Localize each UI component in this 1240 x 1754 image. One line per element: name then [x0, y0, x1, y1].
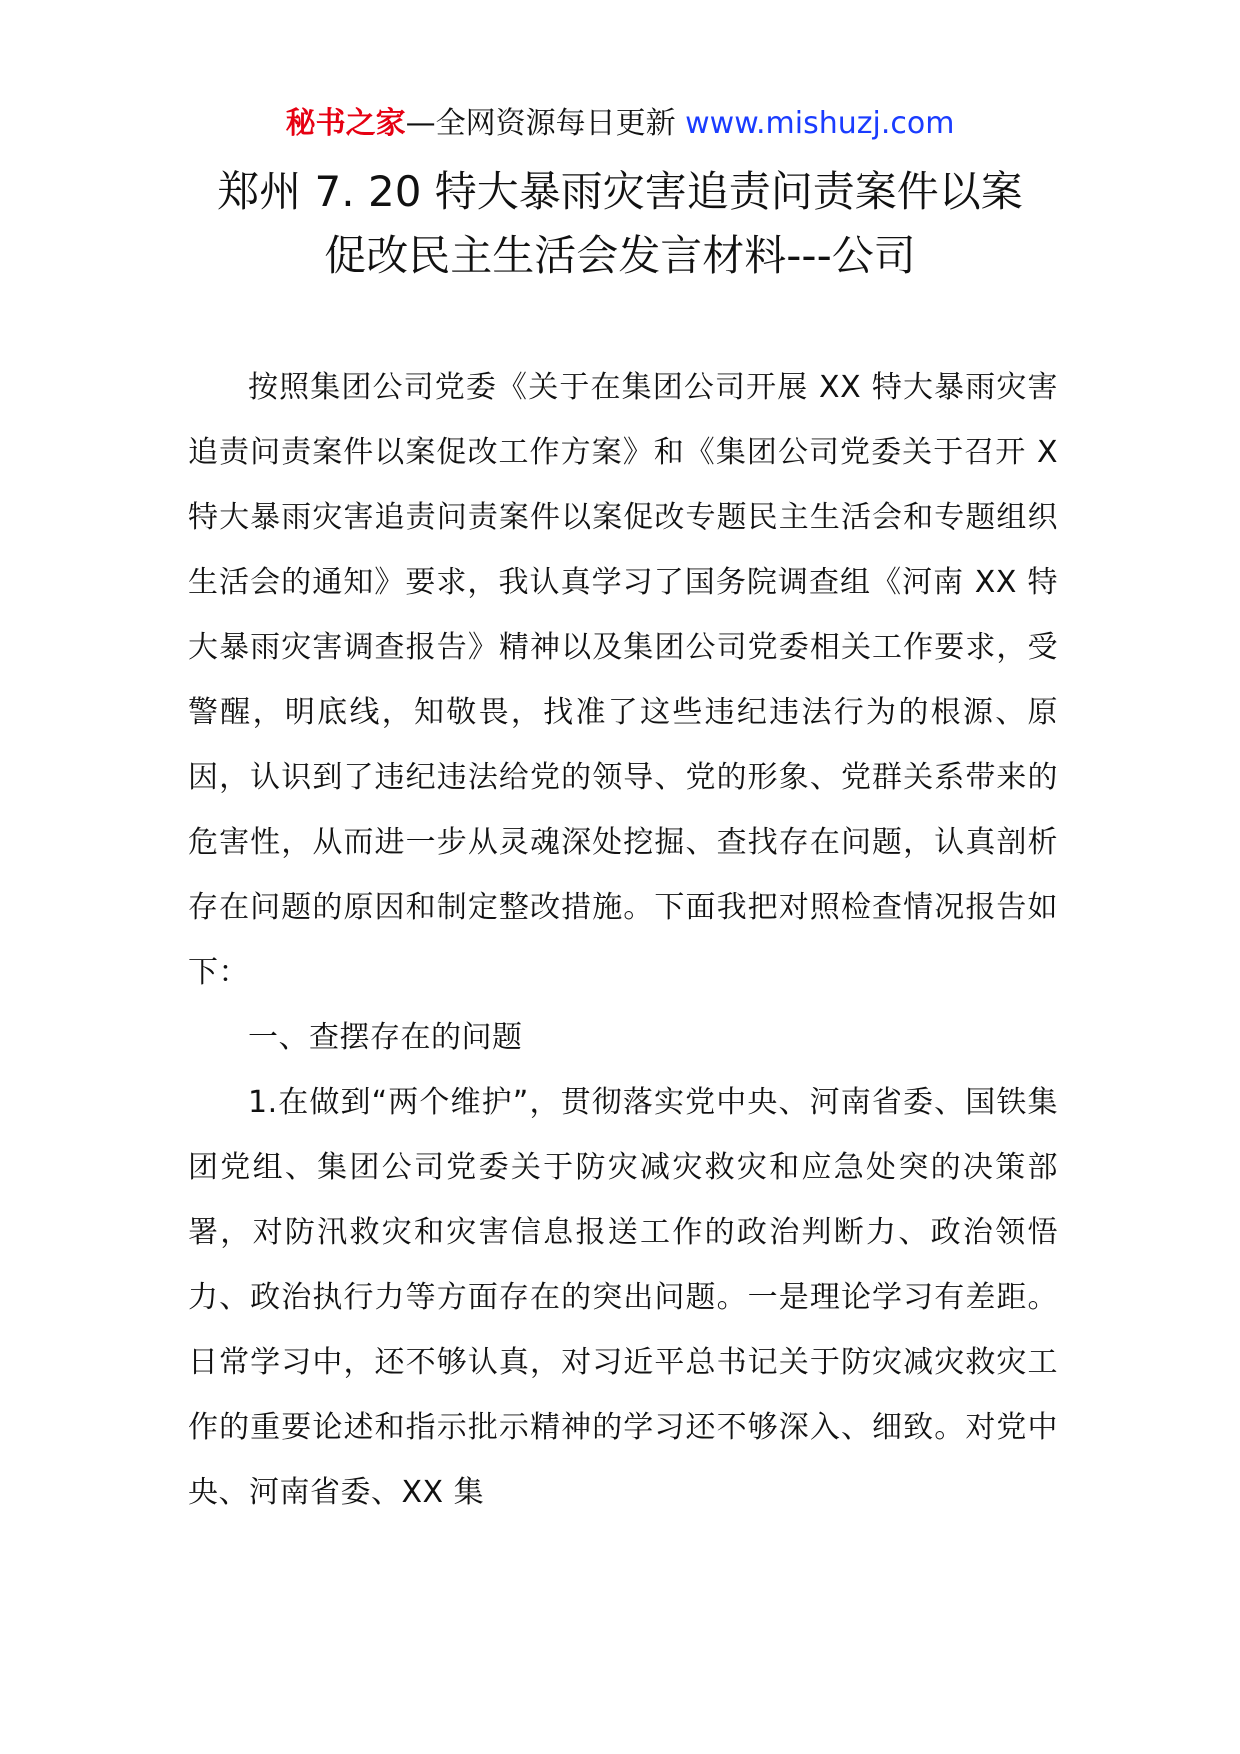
document-body: [188, 355, 1058, 1525]
section-heading: 一、查摆存在的问题: [248, 1020, 523, 1055]
banner-brand: 秘书之家: [285, 106, 406, 141]
document-title-line2: 促改民主生活会发言材料---公司: [324, 231, 916, 280]
paragraph-intro: 按照集团公司党委《关于在集团公司开展 XX 特大暴雨灾害追责问责案件以案促改工作方案》和《集团公司党委关于召开 X 特大暴雨灾害追责问责案件以案促改专题民主生活会和专题组织生活会的通知》要求，我认真学习了国务院调查组《河南 XX 特大暴雨灾害调查报告》精神以及集团公司党委相关工作要求，受警醒，明底线，知敬畏，找准了这些违纪违法行为的根源、原因，认识到了违纪违法给党的领导、党的形象、党群关系带来的危害性，从而进一步从灵魂深处挖掘、查找存在问题，认真剖析存在问题的原因和制定整改措施。下面我把对照检查情况报告如下：: [188, 370, 1058, 990]
site-banner: [0, 102, 1240, 146]
document-title: [150, 160, 1090, 288]
document-title-line1: 郑州 7. 20 特大暴雨灾害追责问责案件以案: [217, 167, 1023, 216]
paragraph-item-1: 1.在做到“两个维护”，贯彻落实党中央、河南省委、国铁集团党组、集团公司党委关于防灾减灾救灾和应急处突的决策部署，对防汛救灾和灾害信息报送工作的政治判断力、政治领悟力、政治执行力等方面存在的突出问题。一是理论学习有差距。日常学习中，还不够认真，对习近平总书记关于防灾减灾救灾工作的重要论述和指示批示精神的学习还不够深入、细致。对党中央、河南省委、XX 集: [188, 1085, 1058, 1510]
banner-tagline: —全网资源每日更新: [405, 106, 686, 141]
banner-site-link[interactable]: www.mishuzj.com: [685, 106, 955, 141]
